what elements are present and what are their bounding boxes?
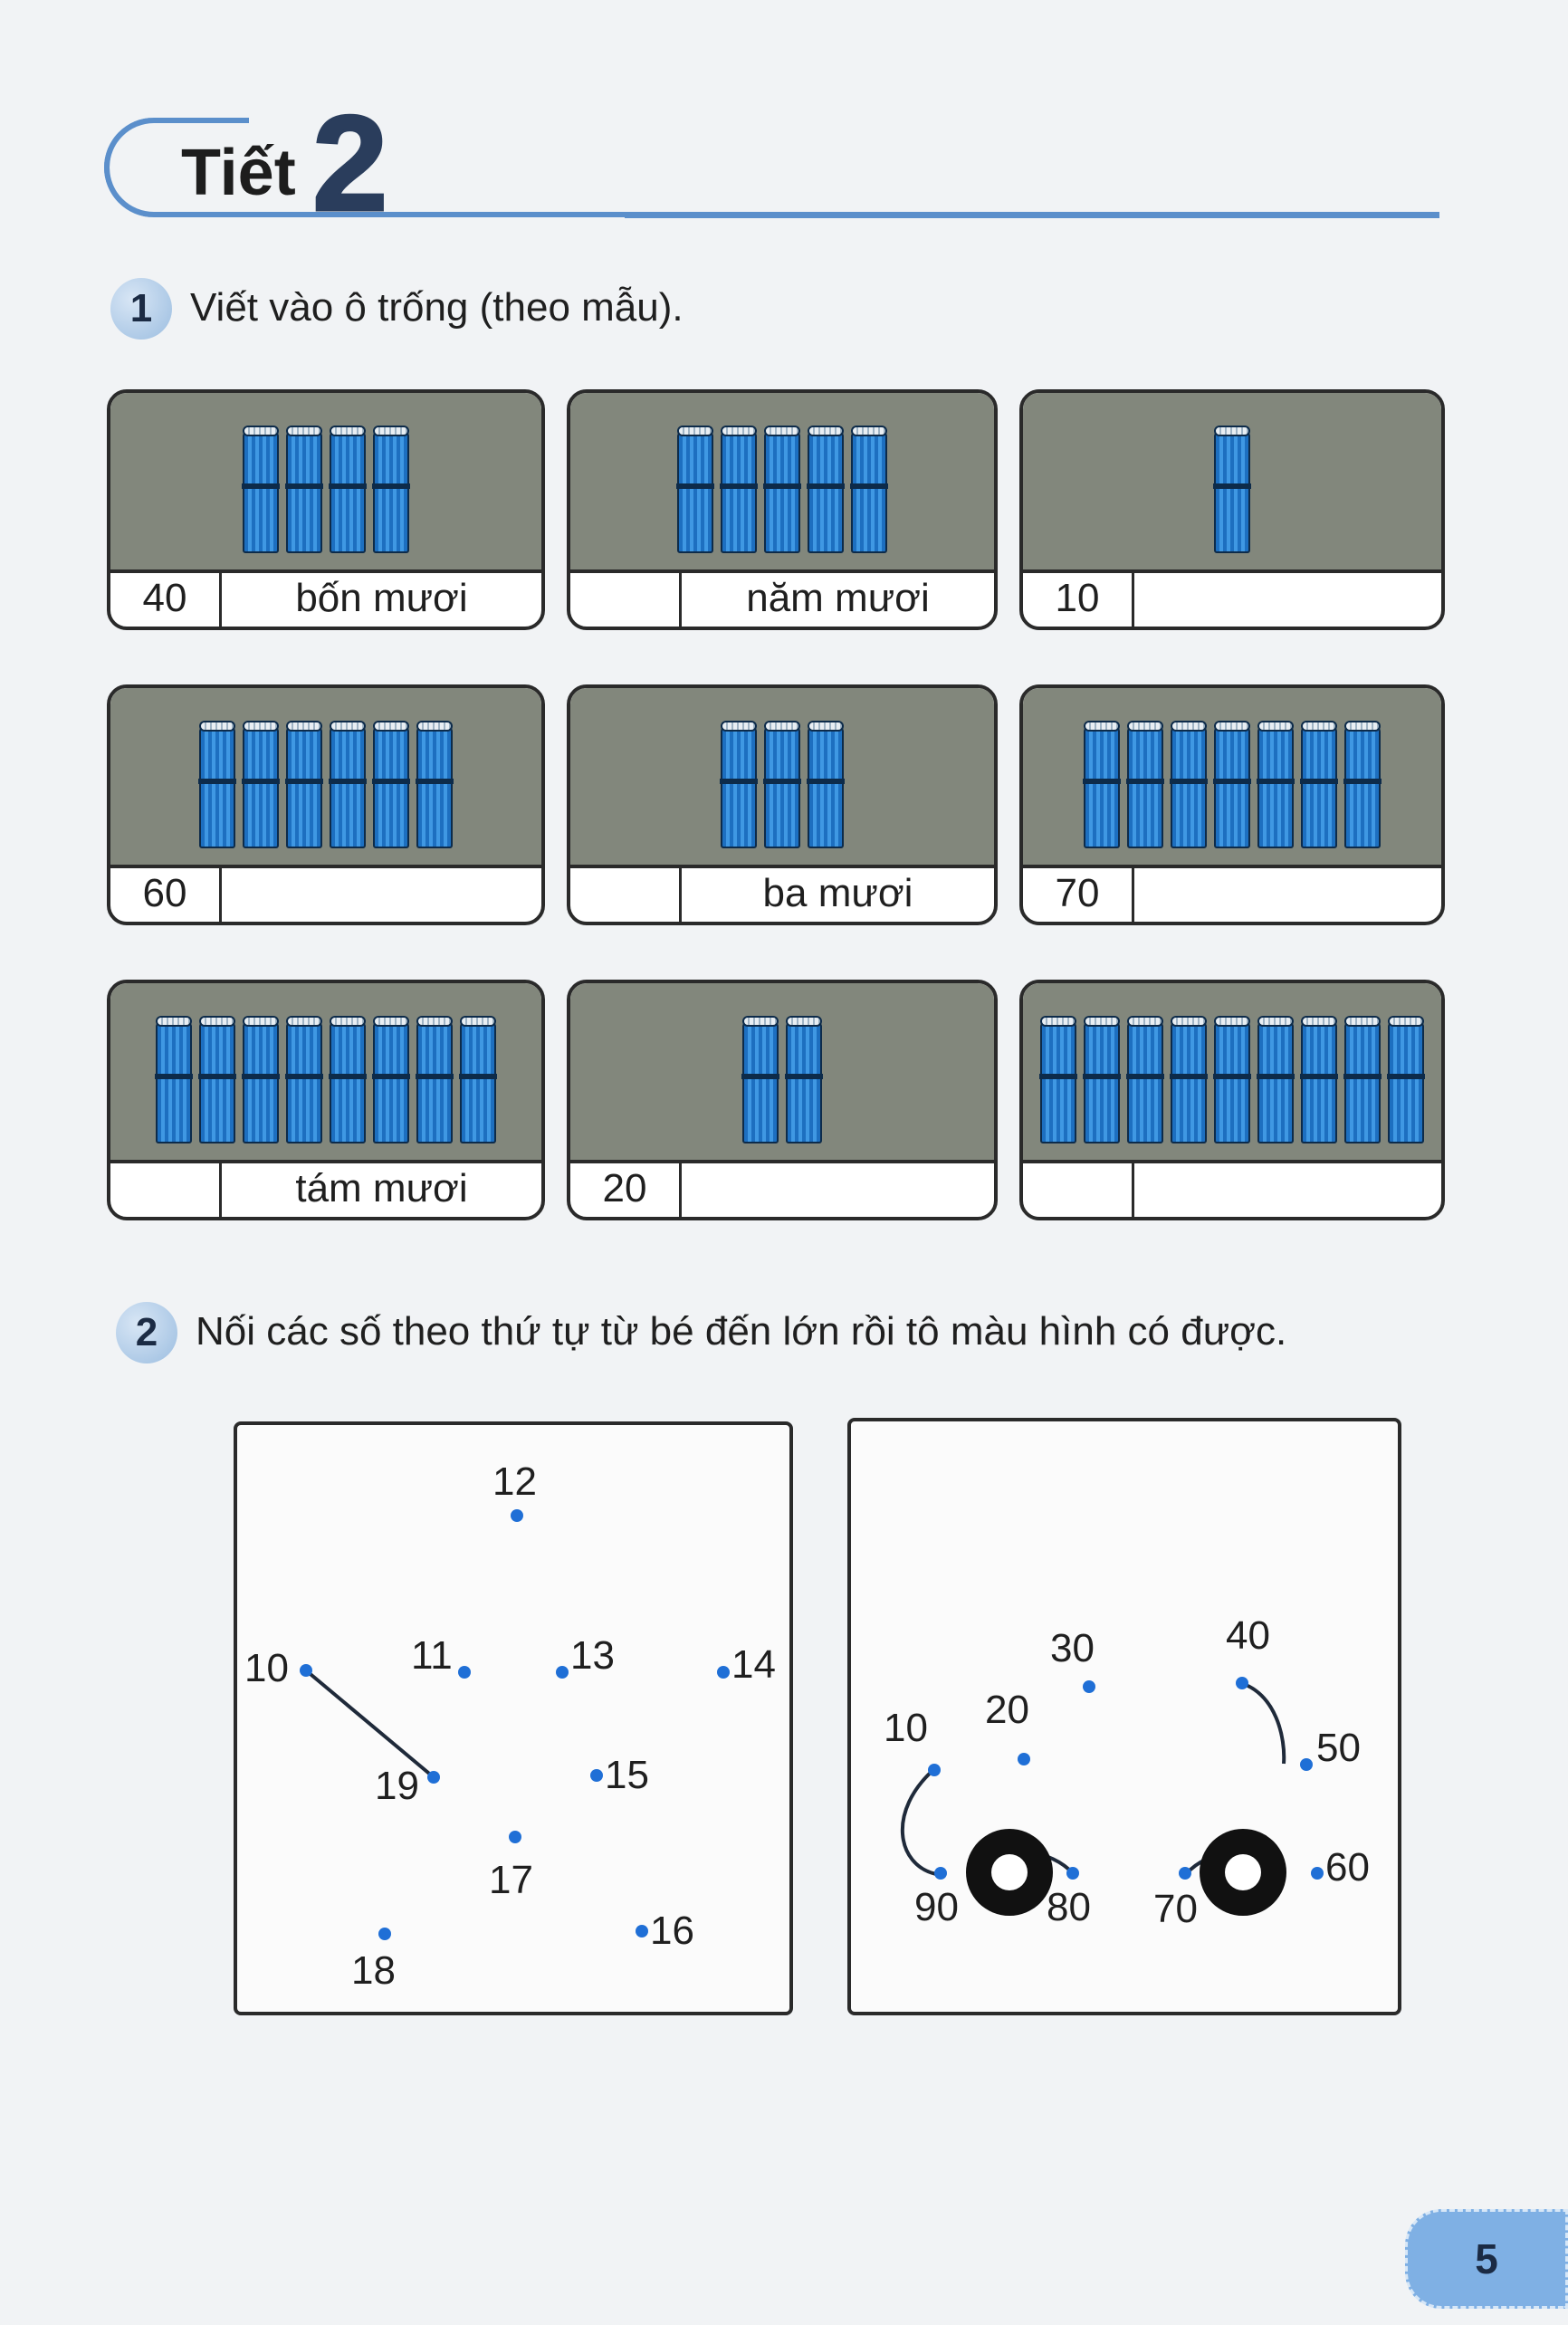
counting-card-6	[1019, 684, 1445, 925]
dot-label-16: 16	[650, 1909, 694, 1953]
stick-bundle	[416, 1021, 453, 1143]
stick-bundle	[1388, 1021, 1424, 1143]
dot-50[interactable]	[1300, 1758, 1313, 1771]
stick-bundle	[764, 726, 800, 848]
word-cell: ba mươi	[762, 870, 913, 915]
counting-card-3	[1019, 389, 1445, 630]
dot-label-10-right: 10	[884, 1706, 928, 1750]
stick-bundle	[1171, 1021, 1207, 1143]
number-cell: 20	[570, 1160, 682, 1217]
lesson-title: Tiết	[181, 137, 296, 209]
word-cell[interactable]	[1134, 569, 1441, 627]
stick-bundle	[1344, 726, 1381, 848]
lesson-number: 2	[312, 87, 388, 239]
dot-30[interactable]	[1083, 1680, 1095, 1693]
dot-label-80: 80	[1047, 1885, 1091, 1929]
counting-card-2	[567, 389, 998, 630]
stick-bundle	[721, 726, 757, 848]
dot-10[interactable]	[300, 1664, 312, 1677]
counting-card-8	[567, 980, 998, 1220]
stick-bundle	[243, 726, 279, 848]
dot-label-13: 13	[570, 1633, 615, 1678]
stick-bundle	[373, 726, 409, 848]
number-cell[interactable]	[110, 1160, 222, 1217]
number-cell[interactable]	[1023, 1160, 1134, 1217]
stick-bundles-picture	[1023, 688, 1441, 868]
dot-15[interactable]	[590, 1769, 603, 1782]
stick-bundle	[286, 431, 322, 553]
stick-bundles-picture	[1023, 983, 1441, 1163]
stick-bundles-picture	[1023, 393, 1441, 573]
lesson-header-frame	[104, 118, 1439, 217]
dot-label-90: 90	[914, 1885, 959, 1929]
stick-bundle	[330, 1021, 366, 1143]
dot-18[interactable]	[378, 1928, 391, 1940]
header-rule	[625, 213, 1439, 218]
dot-40[interactable]	[1236, 1677, 1248, 1689]
stick-bundle	[199, 1021, 235, 1143]
stick-bundle	[1214, 431, 1250, 553]
stick-bundles-picture	[570, 688, 994, 868]
dot-label-50: 50	[1316, 1726, 1361, 1770]
word-cell[interactable]	[682, 1160, 994, 1217]
dot-20[interactable]	[1018, 1753, 1030, 1765]
stick-bundle	[416, 726, 453, 848]
exercise-1-badge: 1	[110, 278, 172, 340]
dot-label-30: 30	[1050, 1626, 1095, 1670]
dot-11[interactable]	[458, 1666, 471, 1679]
stick-bundle	[1257, 1021, 1294, 1143]
dot-label-10: 10	[244, 1646, 289, 1690]
counting-card-7	[107, 980, 545, 1220]
stick-bundle	[1084, 1021, 1120, 1143]
counting-card-9	[1019, 980, 1445, 1220]
dot-12[interactable]	[511, 1509, 523, 1522]
word-cell[interactable]	[1134, 865, 1441, 922]
dot-80[interactable]	[1066, 1867, 1079, 1880]
stick-bundle	[677, 431, 713, 553]
word-cell: năm mươi	[746, 575, 930, 620]
stick-bundle	[1040, 1021, 1076, 1143]
dot-60[interactable]	[1311, 1867, 1324, 1880]
stick-bundles-picture	[570, 983, 994, 1163]
stick-bundle	[1214, 726, 1250, 848]
stick-bundle	[1257, 726, 1294, 848]
stick-bundle	[373, 431, 409, 553]
number-cell[interactable]	[570, 865, 682, 922]
dot-label-70: 70	[1153, 1887, 1198, 1931]
stick-bundle	[1214, 1021, 1250, 1143]
stick-bundle	[1344, 1021, 1381, 1143]
stick-bundle	[1127, 1021, 1163, 1143]
stick-bundle	[808, 431, 844, 553]
word-cell: tám mươi	[295, 1165, 468, 1210]
stick-bundle	[330, 726, 366, 848]
stick-bundle	[721, 431, 757, 553]
stick-bundle	[199, 726, 235, 848]
dot-label-14: 14	[731, 1642, 776, 1687]
stick-bundle	[851, 431, 887, 553]
stick-bundle	[286, 726, 322, 848]
dot-16[interactable]	[636, 1925, 648, 1938]
exercise-2-instruction: Nối các số theo thứ tự từ bé đến lớn rồi tô màu hình có được.	[196, 1309, 1287, 1354]
stick-bundle	[764, 431, 800, 553]
counting-card-4	[107, 684, 545, 925]
stick-bundle	[1301, 726, 1337, 848]
word-cell[interactable]	[222, 865, 541, 922]
dot-14[interactable]	[717, 1666, 730, 1679]
exercise-1-instruction: Viết vào ô trống (theo mẫu).	[190, 285, 684, 330]
stick-bundle	[156, 1021, 192, 1143]
number-cell: 10	[1023, 569, 1134, 627]
dot-label-17: 17	[489, 1858, 533, 1902]
dot-label-19: 19	[375, 1764, 419, 1808]
stick-bundle	[1171, 726, 1207, 848]
dot-17[interactable]	[509, 1831, 521, 1843]
stick-bundle	[742, 1021, 779, 1143]
word-cell[interactable]	[1134, 1160, 1441, 1217]
stick-bundle	[243, 431, 279, 553]
dot-label-11: 11	[411, 1633, 453, 1678]
stick-bundle	[286, 1021, 322, 1143]
word-cell: bốn mươi	[295, 575, 468, 620]
dot-label-40: 40	[1226, 1613, 1270, 1658]
dot-13[interactable]	[556, 1666, 569, 1679]
stick-bundles-picture	[570, 393, 994, 573]
stick-bundle	[808, 726, 844, 848]
stick-bundle	[1127, 726, 1163, 848]
exercise-2-badge: 2	[116, 1302, 177, 1363]
stick-bundle	[1301, 1021, 1337, 1143]
counting-card-1	[107, 389, 545, 630]
dot-90[interactable]	[934, 1867, 947, 1880]
counting-card-5	[567, 684, 998, 925]
stick-bundle	[373, 1021, 409, 1143]
dot-10-right[interactable]	[928, 1764, 941, 1776]
number-cell[interactable]	[570, 569, 682, 627]
dot-label-18: 18	[351, 1948, 396, 1993]
stick-bundle	[460, 1021, 496, 1143]
stick-bundles-picture	[110, 688, 541, 868]
stick-bundles-picture	[110, 393, 541, 573]
number-cell: 70	[1023, 865, 1134, 922]
dot-label-20: 20	[985, 1688, 1029, 1732]
number-cell: 60	[110, 865, 222, 922]
page-number: 5	[1405, 2209, 1568, 2309]
dot-panel-right[interactable]	[847, 1418, 1401, 2015]
stick-bundles-picture	[110, 983, 541, 1163]
dot-19[interactable]	[427, 1771, 440, 1784]
number-cell: 40	[110, 569, 222, 627]
dot-label-15: 15	[605, 1753, 649, 1797]
stick-bundle	[330, 431, 366, 553]
stick-bundle	[243, 1021, 279, 1143]
dot-panel-left[interactable]	[234, 1421, 793, 2015]
dot-70[interactable]	[1179, 1867, 1191, 1880]
dot-label-60: 60	[1325, 1845, 1370, 1890]
dot-label-12: 12	[492, 1459, 537, 1504]
stick-bundle	[1084, 726, 1120, 848]
stick-bundle	[786, 1021, 822, 1143]
